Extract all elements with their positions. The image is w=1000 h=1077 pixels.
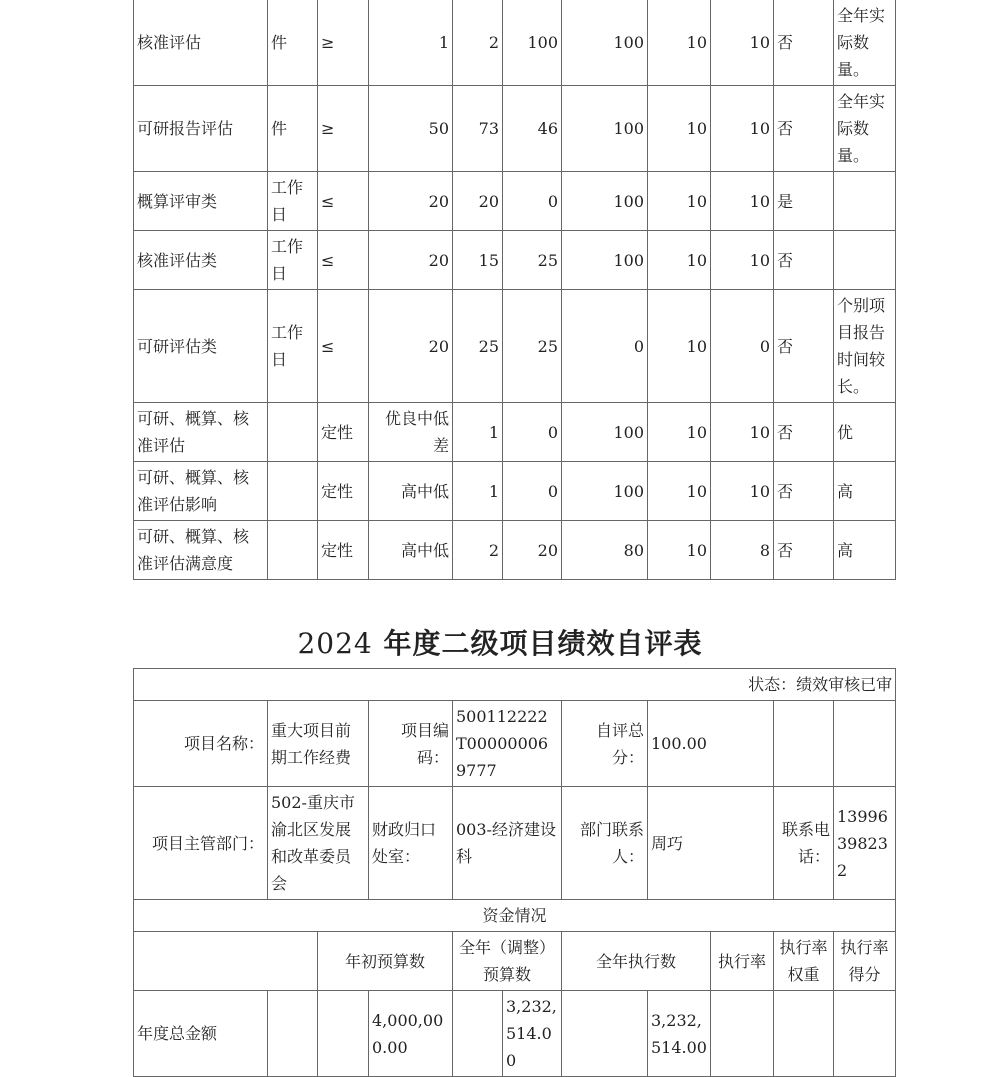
indicator-deviation: 0 — [503, 462, 562, 521]
indicator-actual: 2 — [453, 0, 503, 86]
indicator-score: 10 — [711, 231, 774, 290]
indicator-weight: 10 — [648, 462, 711, 521]
indicator-deviation: 25 — [503, 231, 562, 290]
indicator-note: 全年实际数量。 — [834, 86, 896, 172]
table-row — [134, 462, 896, 521]
indicator-flag: 否 — [774, 0, 834, 86]
indicator-note: 高 — [834, 462, 896, 521]
table-row — [134, 86, 896, 172]
indicator-score: 8 — [711, 521, 774, 580]
project-name-label: 项目名称： — [134, 701, 268, 787]
col-adjusted: 全年（调整）预算数 — [453, 932, 562, 991]
indicator-name: 概算评审类 — [134, 172, 268, 231]
indicator-note — [834, 231, 896, 290]
indicator-operator: ≥ — [318, 86, 369, 172]
col-executed: 全年执行数 — [562, 932, 711, 991]
indicator-operator: ≥ — [318, 0, 369, 86]
indicator-target: 1 — [369, 0, 453, 86]
phone: 13996398232 — [834, 787, 896, 900]
indicator-score-rate: 100 — [562, 86, 648, 172]
self-score-label: 自评总分： — [562, 701, 648, 787]
indicator-actual: 2 — [453, 521, 503, 580]
table-row — [134, 290, 896, 403]
indicator-deviation: 0 — [503, 172, 562, 231]
table-row — [134, 403, 896, 462]
indicator-name: 可研、概算、核准评估满意度 — [134, 521, 268, 580]
indicator-unit — [268, 462, 318, 521]
indicator-operator: 定性 — [318, 403, 369, 462]
indicator-flag: 否 — [774, 403, 834, 462]
indicator-target: 20 — [369, 290, 453, 403]
indicator-target: 高中低 — [369, 521, 453, 580]
indicator-flag: 否 — [774, 462, 834, 521]
indicator-flag: 否 — [774, 86, 834, 172]
table-row — [134, 172, 896, 231]
dept: 502-重庆市渝北区发展和改革委员会 — [268, 787, 369, 900]
indicator-actual: 20 — [453, 172, 503, 231]
finance: 003-经济建设科 — [453, 787, 562, 900]
project-code-label: 项目编码： — [369, 701, 453, 787]
indicator-weight: 10 — [648, 231, 711, 290]
indicator-weight: 10 — [648, 403, 711, 462]
indicator-score: 10 — [711, 172, 774, 231]
indicator-score-rate: 100 — [562, 403, 648, 462]
indicator-target: 50 — [369, 86, 453, 172]
indicator-operator: ≤ — [318, 172, 369, 231]
project-name: 重大项目前期工作经费 — [268, 701, 369, 787]
indicator-actual: 1 — [453, 403, 503, 462]
indicator-score: 10 — [711, 86, 774, 172]
indicator-deviation: 46 — [503, 86, 562, 172]
indicator-score-rate: 100 — [562, 231, 648, 290]
contact: 周巧 — [648, 787, 774, 900]
indicator-actual: 25 — [453, 290, 503, 403]
table-row — [134, 521, 896, 580]
total-adjusted: 3,232,514.00 — [503, 991, 562, 1077]
indicator-note: 高 — [834, 521, 896, 580]
col-rate: 执行率 — [711, 932, 774, 991]
indicator-unit: 工作日 — [268, 231, 318, 290]
finance-label: 财政归口处室： — [369, 787, 453, 900]
indicator-unit: 工作日 — [268, 290, 318, 403]
indicator-unit: 件 — [268, 86, 318, 172]
indicator-name: 可研报告评估 — [134, 86, 268, 172]
funds-header: 资金情况 — [134, 900, 896, 932]
indicator-actual: 15 — [453, 231, 503, 290]
self-score: 100.00 — [648, 701, 774, 787]
indicator-flag: 否 — [774, 231, 834, 290]
col-score: 执行率得分 — [834, 932, 896, 991]
indicator-score: 10 — [711, 403, 774, 462]
indicator-name: 可研、概算、核准评估 — [134, 403, 268, 462]
indicator-deviation: 20 — [503, 521, 562, 580]
dept-label: 项目主管部门： — [134, 787, 268, 900]
indicator-operator: ≤ — [318, 231, 369, 290]
indicator-unit: 工作日 — [268, 172, 318, 231]
indicator-unit: 件 — [268, 0, 318, 86]
indicator-score-rate: 100 — [562, 172, 648, 231]
indicator-note — [834, 172, 896, 231]
indicator-flag: 是 — [774, 172, 834, 231]
indicator-flag: 否 — [774, 521, 834, 580]
indicator-target: 20 — [369, 231, 453, 290]
indicator-weight: 10 — [648, 521, 711, 580]
indicator-score-rate: 0 — [562, 290, 648, 403]
page-title: 2024 年度二级项目绩效自评表 — [297, 627, 703, 660]
indicator-note: 优 — [834, 403, 896, 462]
indicator-target: 优良中低差 — [369, 403, 453, 462]
phone-label: 联系电话： — [774, 787, 834, 900]
indicator-deviation: 100 — [503, 0, 562, 86]
indicator-unit — [268, 403, 318, 462]
total-initial: 4,000,000.00 — [369, 991, 453, 1077]
indicator-weight: 10 — [648, 86, 711, 172]
indicator-flag: 否 — [774, 290, 834, 403]
indicator-target: 高中低 — [369, 462, 453, 521]
indicator-actual: 1 — [453, 462, 503, 521]
status-text: 状态：绩效审核已审 — [134, 669, 896, 701]
indicator-weight: 10 — [648, 172, 711, 231]
indicator-score: 0 — [711, 290, 774, 403]
indicator-weight: 10 — [648, 290, 711, 403]
indicator-operator: ≤ — [318, 290, 369, 403]
row-total-label: 年度总金额 — [134, 991, 268, 1077]
indicator-name: 核准评估类 — [134, 231, 268, 290]
indicator-name: 可研评估类 — [134, 290, 268, 403]
indicator-operator: 定性 — [318, 462, 369, 521]
indicator-score-rate: 80 — [562, 521, 648, 580]
col-weight: 执行率权重 — [774, 932, 834, 991]
indicator-actual: 73 — [453, 86, 503, 172]
col-initial: 年初预算数 — [318, 932, 453, 991]
table-row — [134, 0, 896, 86]
indicator-score: 10 — [711, 0, 774, 86]
indicator-score-rate: 100 — [562, 0, 648, 86]
indicator-score-rate: 100 — [562, 462, 648, 521]
indicator-table — [133, 0, 896, 580]
indicator-operator: 定性 — [318, 521, 369, 580]
indicator-target: 20 — [369, 172, 453, 231]
indicator-unit — [268, 521, 318, 580]
indicator-score: 10 — [711, 462, 774, 521]
contact-label: 部门联系人： — [562, 787, 648, 900]
self-evaluation-form — [133, 668, 896, 1077]
table-row — [134, 231, 896, 290]
indicator-name: 可研、概算、核准评估影响 — [134, 462, 268, 521]
indicator-name: 核准评估 — [134, 0, 268, 86]
indicator-note: 全年实际数量。 — [834, 0, 896, 86]
project-code: 500112222T000000069777 — [453, 701, 562, 787]
indicator-deviation: 25 — [503, 290, 562, 403]
indicator-weight: 10 — [648, 0, 711, 86]
indicator-deviation: 0 — [503, 403, 562, 462]
indicator-note: 个别项目报告时间较长。 — [834, 290, 896, 403]
total-executed: 3,232,514.00 — [648, 991, 711, 1077]
